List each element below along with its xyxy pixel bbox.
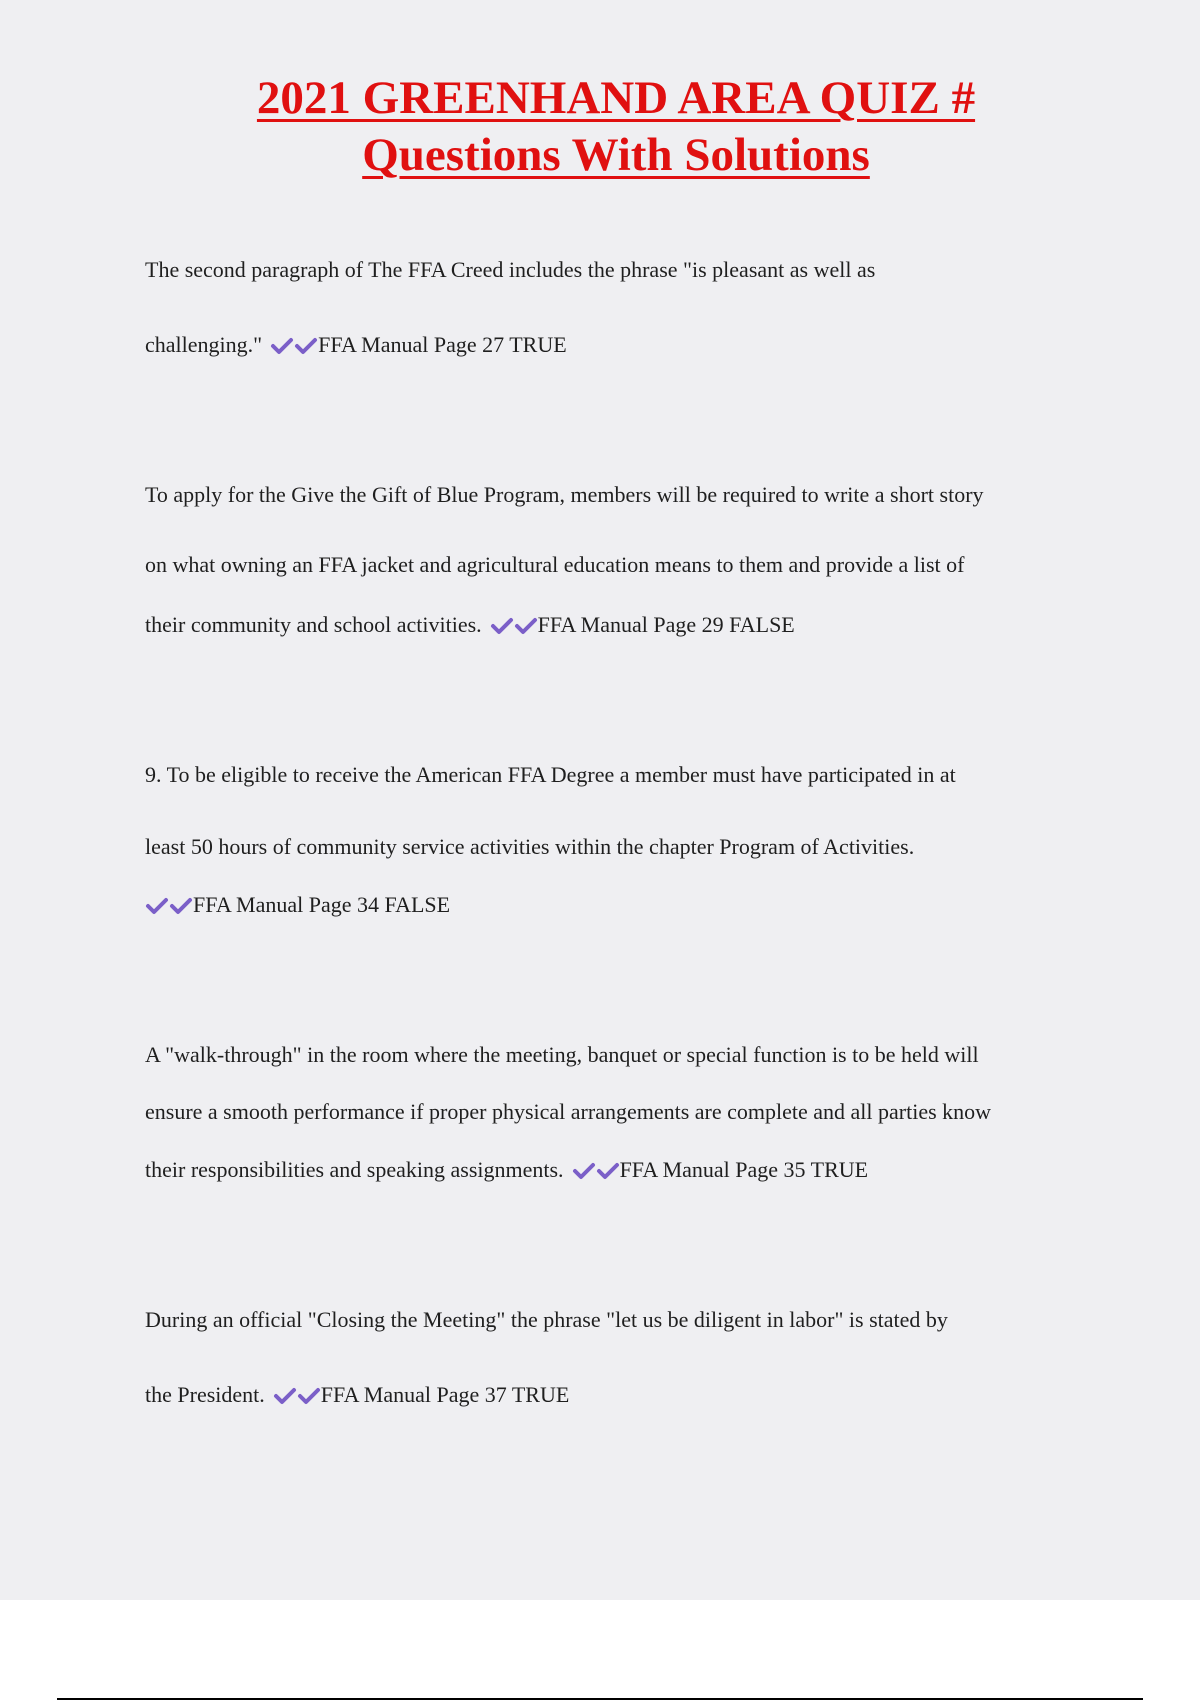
question-text-line: 9. To be eligible to receive the American FFA Degree a member must have participated in at <box>145 762 956 787</box>
check-pair <box>490 612 538 637</box>
document-title <box>0 70 1200 184</box>
question-text-line: A "walk-through" in the room where the meeting, banquet or special function is to be held will <box>145 1042 979 1067</box>
question-text-line: During an official "Closing the Meeting" the phrase "let us be diligent in labor" is stated by <box>145 1307 948 1332</box>
question-answer-line <box>145 610 1085 640</box>
title-line-2: Questions With Solutions <box>362 129 870 181</box>
question-text-line: their community and school activities. <box>145 612 482 637</box>
answer-text: FFA Manual Page 35 TRUE <box>619 1157 869 1182</box>
check-pair <box>270 332 318 357</box>
title-line-1: 2021 GREENHAND AREA QUIZ # <box>256 72 976 124</box>
check-icon <box>572 1161 596 1181</box>
question-text-line: least 50 hours of community service activities within the chapter Program of Activities. <box>145 834 915 859</box>
check-icon <box>270 336 294 356</box>
question-answer-line <box>145 330 1085 360</box>
question-text-line: ensure a smooth performance if proper physical arrangements are complete and all parties know <box>145 1099 992 1124</box>
check-pair <box>145 892 193 917</box>
answer-text: FFA Manual Page 29 FALSE <box>537 612 795 637</box>
check-icon <box>145 896 169 916</box>
question-item <box>145 255 1085 360</box>
question-text-line: the President. <box>145 1382 265 1407</box>
question-text-line: To apply for the Give the Gift of Blue Program, members will be required to write a short story <box>145 482 984 507</box>
question-answer-line <box>145 1380 1085 1410</box>
question-item <box>145 760 1085 920</box>
answer-text: FFA Manual Page 27 TRUE <box>318 332 567 357</box>
question-text-line: challenging." <box>145 332 263 357</box>
check-icon <box>490 616 514 636</box>
check-pair <box>273 1382 321 1407</box>
question-answer-line <box>145 890 1085 920</box>
answer-text: FFA Manual Page 34 FALSE <box>193 892 451 917</box>
question-item <box>145 1305 1085 1410</box>
check-pair <box>572 1157 620 1182</box>
check-icon <box>514 616 538 636</box>
check-icon <box>273 1386 297 1406</box>
check-icon <box>297 1386 321 1406</box>
check-icon <box>294 336 318 356</box>
check-icon <box>169 896 193 916</box>
check-icon <box>596 1161 620 1181</box>
question-text-line: their responsibilities and speaking assignments. <box>145 1157 564 1182</box>
question-item <box>145 1040 1085 1185</box>
question-item <box>145 480 1085 640</box>
question-text-line: The second paragraph of The FFA Creed includes the phrase "is pleasant as well as <box>145 257 876 282</box>
answer-text: FFA Manual Page 37 TRUE <box>320 1382 570 1407</box>
question-answer-line <box>145 1155 1085 1185</box>
question-text-line: on what owning an FFA jacket and agricultural education means to them and provide a list of <box>145 552 965 577</box>
